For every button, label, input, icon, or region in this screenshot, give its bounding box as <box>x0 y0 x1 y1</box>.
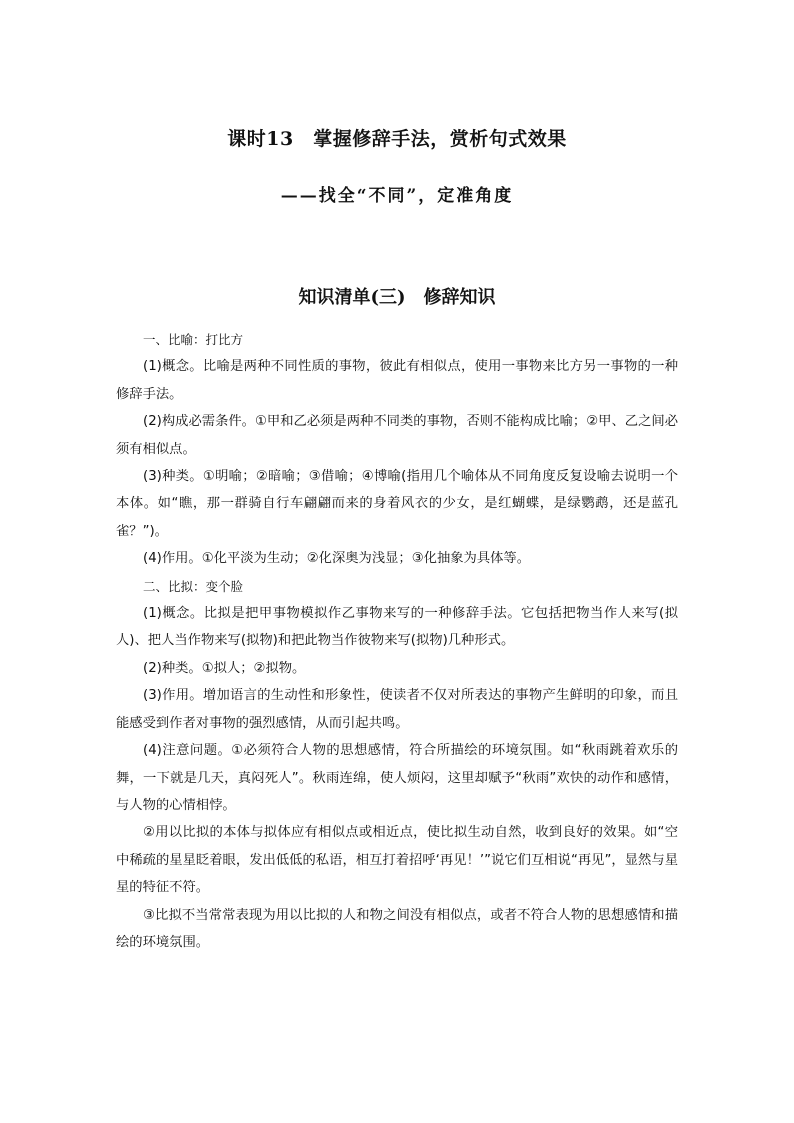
paragraph: (3)种类。①明喻；②暗喻；③借喻；④博喻(指用几个喻体从不同角度反复设喻去说明一个本体。如“瞧，那一群骑自行车翩翩而来的身着风衣的少女，是红蝴蝶，是绿鹦鹉，还是蓝孔雀？”)。 <box>116 469 678 539</box>
heading-personification: 二、比拟：变个脸 <box>143 578 244 594</box>
paragraph: (4)注意问题。①必须符合人物的思想感情，符合所描绘的环境氛围。如“秋雨跳着欢乐的舞，一下就是几天，真闷死人”。秋雨连绵，使人烦闷，这里却赋予“秋雨”欢快的动作和感情，与人物的心情相悖。 <box>116 743 678 813</box>
paragraph: ③比拟不当常常表现为用以比拟的人和物之间没有相似点，或者不符合人物的思想感情和描绘的环境氛围。 <box>116 907 678 950</box>
paragraph: (2)构成必需条件。①甲和乙必须是两种不同类的事物，否则不能构成比喻；②甲、乙之间必须有相似点。 <box>116 414 678 457</box>
paragraph: (2)种类。①拟人；②拟物。 <box>143 660 306 676</box>
paragraph: (4)作用。①化平淡为生动；②化深奥为浅显；③化抽象为具体等。 <box>143 551 531 567</box>
heading-metaphor: 一、比喻：打比方 <box>143 332 244 347</box>
paragraph: ②用以比拟的本体与拟体应有相似点或相近点，使比拟生动自然，收到良好的效果。如“空中稀疏的星星眨着眼，发出低低的私语，相互打着招呼‘再见！’”说它们互相说“再见”，显然与星星的特征不符。 <box>116 825 678 896</box>
paragraph: (1)概念。比拟是把甲事物模拟作乙事物来写的一种修辞手法。它包括把物当作人来写(拟人)、把人当作物来写(拟物)和把此物当作彼物来写(拟物)几种形式。 <box>116 606 678 649</box>
paragraph: (1)概念。比喻是两种不同性质的事物，彼此有相似点，使用一事物来比方另一事物的一种修辞手法。 <box>116 359 678 402</box>
body-content <box>116 326 678 956</box>
lesson-subtitle: ——找全“不同”，定准角度 <box>280 186 514 206</box>
lesson-title: 课时13 掌握修辞手法，赏析句式效果 <box>227 128 567 150</box>
paragraph: (3)作用。增加语言的生动性和形象性，使读者不仅对所表达的事物产生鲜明的印象，而且能感受到作者对事物的强烈感情，从而引起共鸣。 <box>116 688 678 731</box>
section-title: 知识清单(三) 修辞知识 <box>298 287 496 308</box>
